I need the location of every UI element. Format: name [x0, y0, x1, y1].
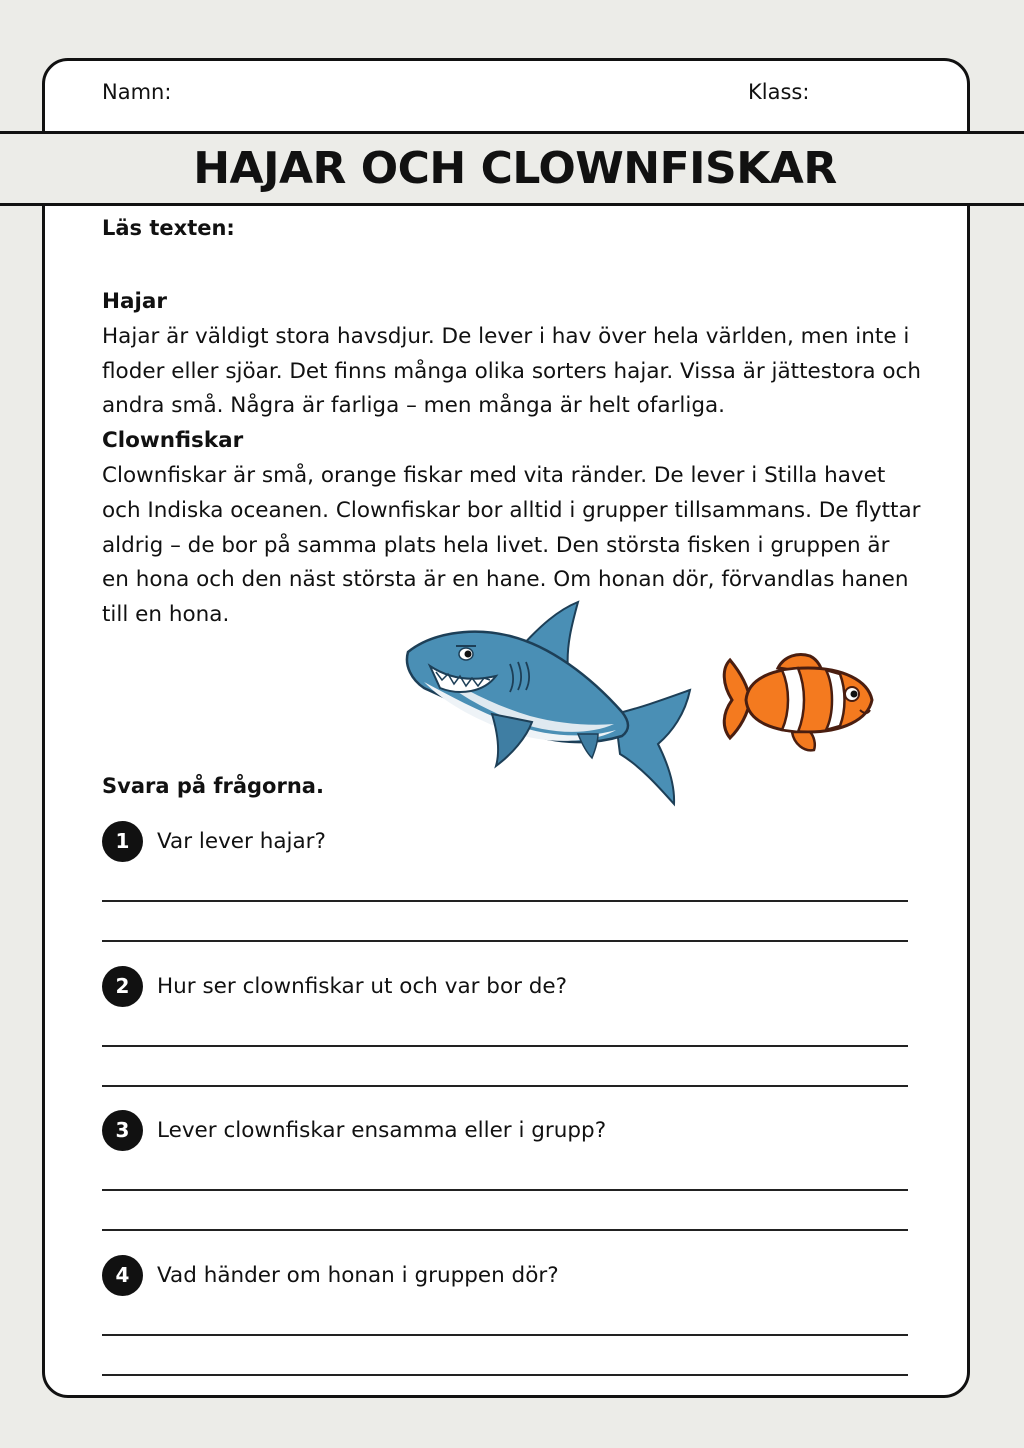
- question-text: Hur ser clownfiskar ut och var bor de?: [157, 973, 568, 999]
- class-label: Klass:: [748, 80, 810, 104]
- reading-instruction: Läs texten:: [102, 216, 235, 240]
- question-4: [102, 1254, 908, 1296]
- reading-text: [102, 285, 922, 633]
- question-number-badge: 2: [102, 966, 143, 1007]
- question-number-badge: 1: [102, 821, 143, 862]
- answer-line[interactable]: [102, 900, 908, 902]
- question-number-badge: 4: [102, 1255, 143, 1296]
- question-2: [102, 965, 908, 1007]
- section-heading-clownfish: Clownfiskar: [102, 428, 244, 454]
- answer-line[interactable]: [102, 1189, 908, 1191]
- question-text: Lever clownfiskar ensamma eller i grupp?: [157, 1117, 607, 1143]
- question-text: Var lever hajar?: [157, 828, 326, 854]
- question-number-badge: 3: [102, 1110, 143, 1151]
- section-text-sharks: Hajar är väldigt stora havsdjur. De lever i hav över hela världen, men inte i floder eller sjöar. Det finns många olika sorters hajar. Vissa är jättestora och andra små. Några är farliga – men många är helt ofarliga.: [102, 323, 921, 419]
- question-1: [102, 820, 908, 862]
- answer-line[interactable]: [102, 1374, 908, 1376]
- name-label: Namn:: [102, 80, 172, 104]
- answer-line[interactable]: [102, 1085, 908, 1087]
- answer-line[interactable]: [102, 1045, 908, 1047]
- answer-line[interactable]: [102, 1229, 908, 1231]
- answer-line[interactable]: [102, 1334, 908, 1336]
- question-3: [102, 1109, 908, 1151]
- answer-line[interactable]: [102, 940, 908, 942]
- section-heading-sharks: Hajar: [102, 289, 167, 314]
- title-band: [0, 131, 1024, 206]
- question-text: Vad händer om honan i gruppen dör?: [157, 1262, 559, 1288]
- clownfish-illustration: [724, 655, 872, 751]
- questions-heading: Svara på frågorna.: [102, 774, 324, 798]
- page-title: HAJAR OCH CLOWNFISKAR: [193, 143, 837, 194]
- section-text-clownfish: Clownfiskar är små, orange fiskar med vita ränder. De lever i Stilla havet och Indiska oceanen. Clownfiskar bor alltid i grupper tillsammans. De flyttar aldrig – de bor på samma plats hela livet. Den största fisken i gruppen är en hona och den näst största är en hane. Om honan dör, förvandlas hanen till en hona.: [102, 462, 921, 628]
